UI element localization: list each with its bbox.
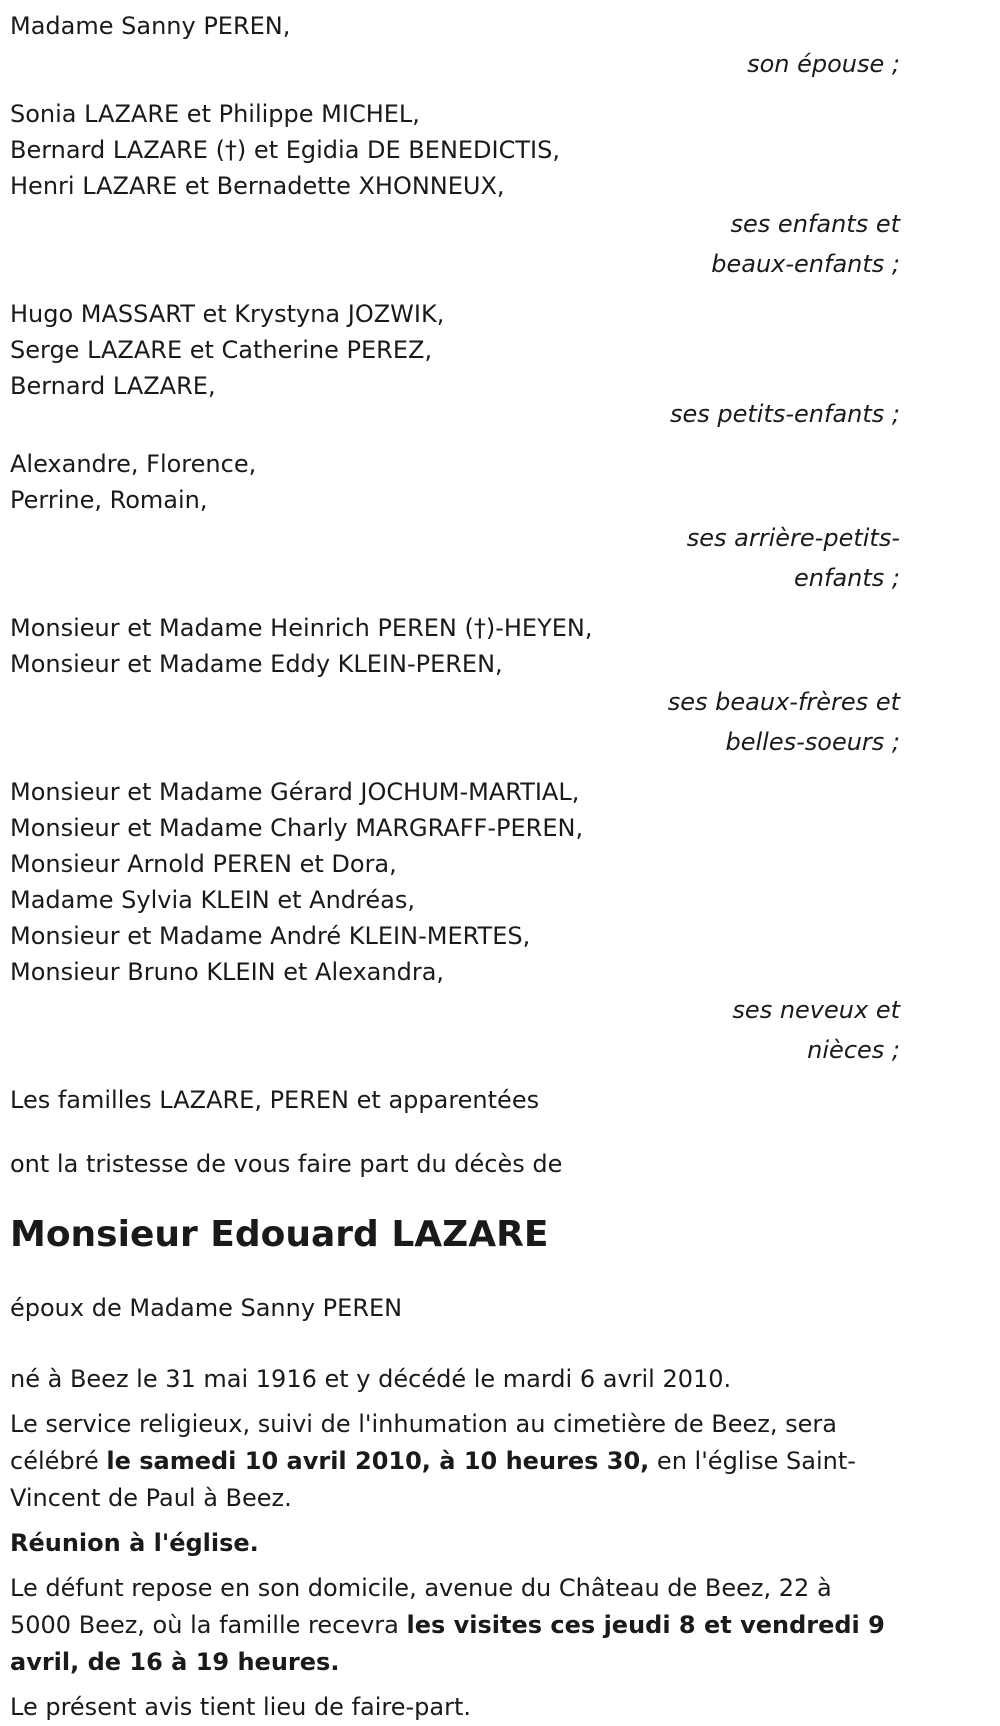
name-line: Sonia LAZARE et Philippe MICHEL, <box>10 100 420 128</box>
relation-label <box>10 682 900 762</box>
relation-label <box>10 204 900 284</box>
relation-text: ses neveux et <box>732 996 900 1024</box>
relation-text: ses enfants et <box>730 210 900 238</box>
closing-line: Le présent avis tient lieu de faire-part. <box>10 1693 472 1721</box>
name-line: Monsieur et Madame Heinrich PEREN (†)-HEYEN, <box>10 614 593 642</box>
name-line: Monsieur et Madame André KLEIN-MERTES, <box>10 922 531 950</box>
name-line: Madame Sanny PEREN, <box>10 12 291 40</box>
spouse-line: époux de Madame Sanny PEREN <box>10 1294 403 1322</box>
relation-text: ses petits-enfants ; <box>669 400 900 428</box>
deceased-name: Monsieur Edouard LAZARE <box>10 1214 549 1255</box>
relation-text: ses arrière-petits- <box>686 524 900 552</box>
family-group-nephews-nieces <box>10 774 990 1070</box>
name-line: Monsieur Bruno KLEIN et Alexandra, <box>10 958 445 986</box>
family-group-in-laws <box>10 610 990 762</box>
service-paragraph <box>10 1406 900 1517</box>
family-group-great-grandchildren <box>10 446 990 598</box>
relation-text: nièces ; <box>807 1036 900 1064</box>
name-line: Perrine, Romain, <box>10 486 208 514</box>
relation-text: enfants ; <box>794 564 900 592</box>
name-line: Madame Sylvia KLEIN et Andréas, <box>10 886 415 914</box>
relation-text: ses beaux-frères et <box>667 688 900 716</box>
relation-label <box>10 518 900 598</box>
name-line: Hugo MASSART et Krystyna JOZWIK, <box>10 300 445 328</box>
relation-label <box>10 44 900 84</box>
name-line: Alexandre, Florence, <box>10 450 257 478</box>
name-line: Bernard LAZARE (†) et Egidia DE BENEDICTIS, <box>10 136 560 164</box>
families-line: Les familles LAZARE, PEREN et apparentées <box>10 1086 540 1114</box>
name-line: Monsieur et Madame Eddy KLEIN-PEREN, <box>10 650 503 678</box>
name-line: Serge LAZARE et Catherine PEREZ, <box>10 336 433 364</box>
family-group-spouse <box>10 8 990 84</box>
name-line: Bernard LAZARE, <box>10 372 216 400</box>
family-group-children <box>10 96 990 284</box>
reunion-line <box>10 1525 900 1562</box>
reunion-text: Réunion à l'église. <box>10 1529 259 1557</box>
spacer <box>10 1118 990 1146</box>
relation-text: beaux-enfants ; <box>711 250 900 278</box>
visiting-hours: les visites ces jeudi 8 et vendredi 9 avril, de 16 à 19 heures. <box>10 1611 885 1676</box>
relation-label <box>10 990 900 1070</box>
name-line: Monsieur et Madame Charly MARGRAFF-PEREN, <box>10 814 584 842</box>
name-line: Henri LAZARE et Bernadette XHONNEUX, <box>10 172 505 200</box>
service-text: Le service religieux, suivi de l'inhumation au cimetière de Beez, sera célébré <box>10 1410 837 1475</box>
family-group-grandchildren <box>10 296 990 434</box>
repose-paragraph <box>10 1570 900 1681</box>
service-place: en l'église Saint-Vincent de Paul à Beez. <box>10 1447 856 1512</box>
relation-text: belles-soeurs ; <box>725 728 900 756</box>
name-line: Monsieur Arnold PEREN et Dora, <box>10 850 397 878</box>
announcement-line: ont la tristesse de vous faire part du décès de <box>10 1150 563 1178</box>
relation-text: son épouse ; <box>747 50 900 78</box>
repose-text: Le défunt repose en son domicile, avenue du Château de Beez, 22 à 5000 Beez, où la famille recevra <box>10 1574 832 1639</box>
name-line: Monsieur et Madame Gérard JOCHUM-MARTIAL, <box>10 778 580 806</box>
birth-death-line: né à Beez le 31 mai 1916 et y décédé le mardi 6 avril 2010. <box>10 1365 732 1393</box>
service-date: le samedi 10 avril 2010, à 10 heures 30, <box>106 1447 650 1475</box>
